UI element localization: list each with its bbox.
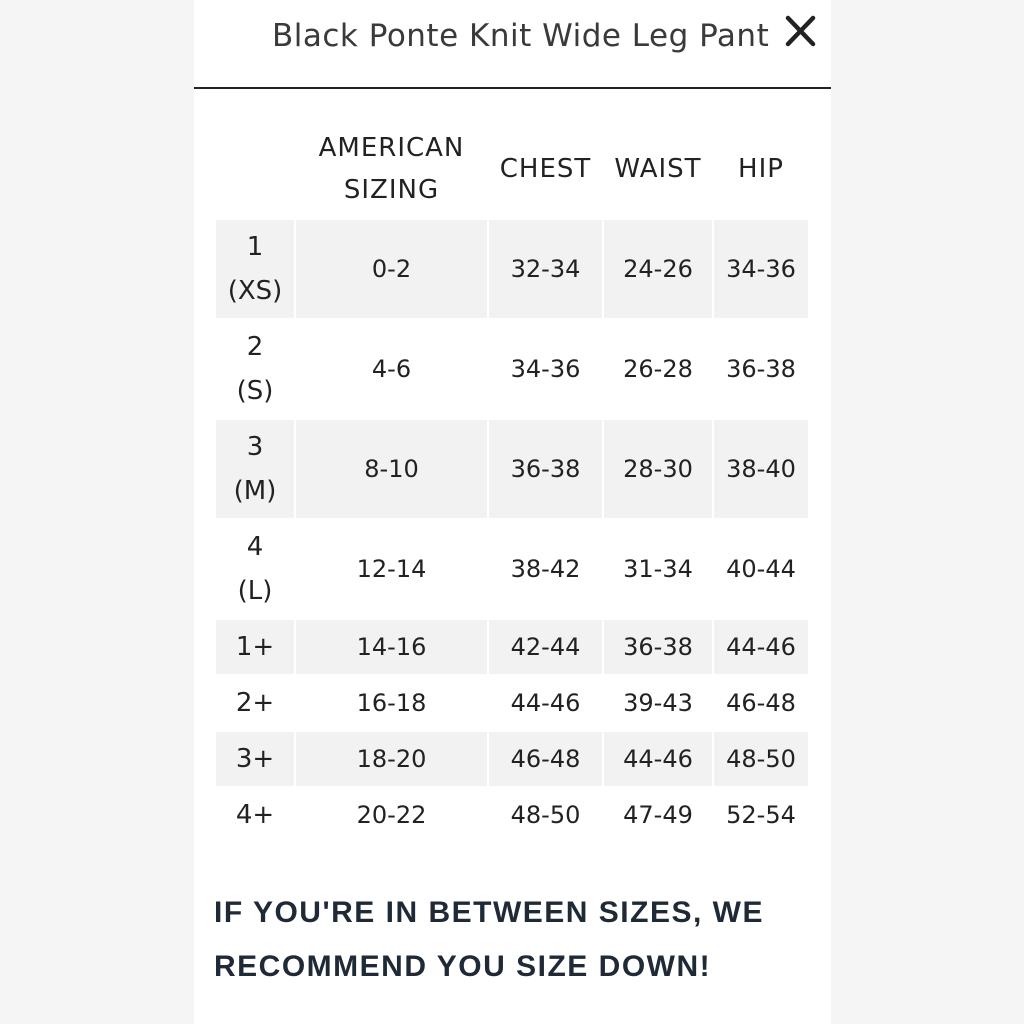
hip-cell: 52-54 — [714, 788, 808, 842]
table-row — [216, 788, 808, 842]
american-cell: 18-20 — [296, 732, 487, 786]
hip-cell: 46-48 — [714, 676, 808, 730]
size-label-cell — [216, 320, 294, 418]
header-american-line1: AMERICAN — [318, 133, 465, 163]
modal-title: Black Ponte Knit Wide Leg Pant — [272, 18, 770, 54]
size-label: 2+ — [235, 688, 275, 718]
header-waist: WAIST — [604, 120, 712, 218]
table-row — [216, 420, 808, 518]
size-sublabel: (L) — [237, 576, 273, 606]
table-row — [216, 732, 808, 786]
close-icon[interactable] — [782, 10, 820, 50]
waist-cell: 24-26 — [604, 220, 712, 318]
american-cell: 12-14 — [296, 520, 487, 618]
size-label-cell — [216, 520, 294, 618]
waist-cell: 31-34 — [604, 520, 712, 618]
hip-cell: 38-40 — [714, 420, 808, 518]
table-row — [216, 220, 808, 318]
size-label: 1 — [246, 232, 264, 262]
waist-cell: 39-43 — [604, 676, 712, 730]
american-cell: 0-2 — [296, 220, 487, 318]
waist-cell: 44-46 — [604, 732, 712, 786]
size-sublabel: (M) — [233, 476, 277, 506]
header-american-line2: SIZING — [343, 175, 440, 205]
hip-cell: 44-46 — [714, 620, 808, 674]
table-header-row — [216, 120, 808, 218]
waist-cell: 47-49 — [604, 788, 712, 842]
size-label: 4 — [246, 532, 264, 562]
american-cell: 20-22 — [296, 788, 487, 842]
size-label-cell — [216, 732, 294, 786]
chest-cell: 42-44 — [489, 620, 602, 674]
waist-cell: 28-30 — [604, 420, 712, 518]
chest-cell: 38-42 — [489, 520, 602, 618]
size-label: 4+ — [235, 800, 275, 830]
chest-cell: 32-34 — [489, 220, 602, 318]
american-cell: 14-16 — [296, 620, 487, 674]
table-body — [216, 220, 808, 842]
table-row — [216, 620, 808, 674]
size-chart-table — [214, 118, 810, 844]
size-sublabel: (XS) — [227, 276, 283, 306]
american-cell: 8-10 — [296, 420, 487, 518]
chest-cell: 36-38 — [489, 420, 602, 518]
size-chart-modal — [194, 0, 831, 1024]
american-cell: 4-6 — [296, 320, 487, 418]
american-cell: 16-18 — [296, 676, 487, 730]
modal-header — [194, 0, 831, 89]
size-label: 1+ — [235, 632, 275, 662]
table-row — [216, 320, 808, 418]
chest-cell: 34-36 — [489, 320, 602, 418]
waist-cell: 36-38 — [604, 620, 712, 674]
sizing-note — [214, 886, 814, 994]
size-label-cell — [216, 788, 294, 842]
waist-cell: 26-28 — [604, 320, 712, 418]
size-label: 2 — [246, 332, 264, 362]
chest-cell: 44-46 — [489, 676, 602, 730]
size-label-cell — [216, 676, 294, 730]
table-row — [216, 520, 808, 618]
close-button[interactable] — [782, 10, 820, 50]
size-label-cell — [216, 220, 294, 318]
table-row — [216, 676, 808, 730]
chest-cell: 48-50 — [489, 788, 602, 842]
header-american-sizing — [296, 120, 487, 218]
size-label: 3 — [246, 432, 264, 462]
hip-cell: 36-38 — [714, 320, 808, 418]
chest-cell: 46-48 — [489, 732, 602, 786]
hip-cell: 34-36 — [714, 220, 808, 318]
size-sublabel: (S) — [236, 376, 274, 406]
sizing-note-line1: IF YOU'RE IN BETWEEN SIZES, WE — [214, 896, 764, 929]
size-label-cell — [216, 620, 294, 674]
sizing-note-line2: RECOMMEND YOU SIZE DOWN! — [214, 950, 712, 983]
hip-cell: 48-50 — [714, 732, 808, 786]
size-label-cell — [216, 420, 294, 518]
header-chest: CHEST — [489, 120, 602, 218]
size-label: 3+ — [235, 744, 275, 774]
header-hip: HIP — [714, 120, 808, 218]
hip-cell: 40-44 — [714, 520, 808, 618]
header-size — [216, 120, 294, 218]
